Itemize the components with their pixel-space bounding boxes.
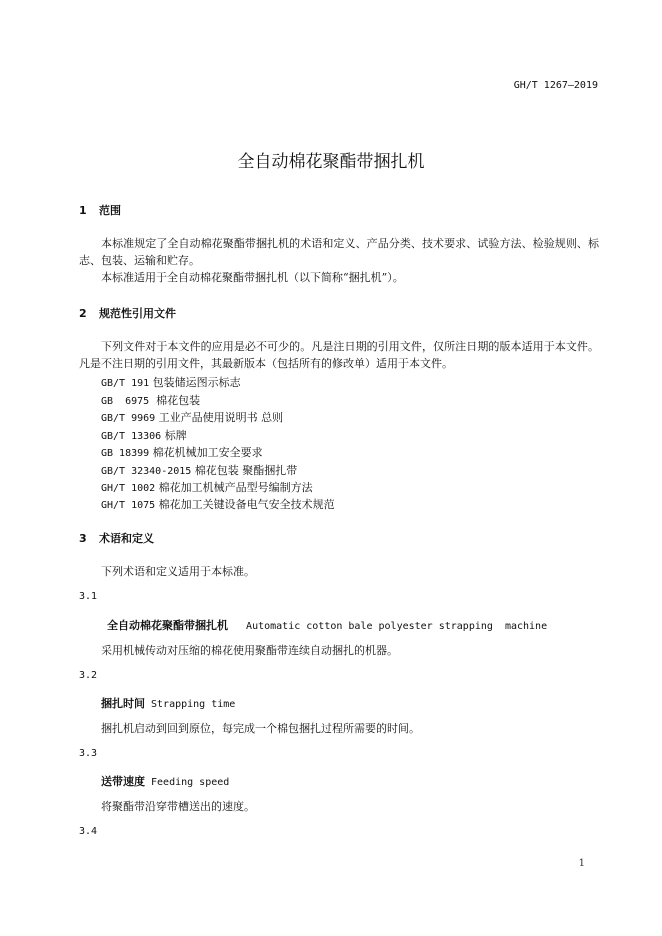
section-number: 3 (79, 532, 87, 545)
scope-paragraph-2: 本标准适用于全自动棉花聚酯带捆扎机（以下简称“捆扎机”）。 (101, 271, 404, 284)
reference-item: GH/T 1075 棉花加工关键设备电气安全技术规范 (101, 498, 335, 511)
clause-number: 3.2 (79, 670, 98, 681)
section-2-heading (79, 305, 176, 321)
reference-item: GB/T 191 包装储运图示标志 (101, 376, 241, 389)
term-heading (107, 617, 547, 633)
reference-item: GB 18399 棉花机械加工安全要求 (101, 446, 263, 459)
section-title: 规范性引用文件 (99, 307, 176, 320)
section-number: 1 (79, 204, 87, 217)
references-intro-paragraph: 下列文件对于本文件的应用是必不可少的。凡是注日期的引用文件，仅所注日期的版本适用于本文件。凡是不注日期的引用文件，其最新版本（包括所有的修改单）适用于本文件。 (79, 340, 599, 370)
term-chinese: 捆扎时间 (101, 697, 145, 710)
term-heading (101, 773, 229, 789)
clause-number: 3.3 (79, 748, 98, 759)
clause-number: 3.1 (79, 591, 98, 602)
section-title: 术语和定义 (99, 532, 154, 545)
page-number: 1 (578, 858, 585, 869)
term-heading (101, 695, 235, 711)
section-title: 范围 (99, 204, 121, 217)
section-1-heading (79, 202, 121, 218)
term-definition: 采用机械传动对压缩的棉花使用聚酯带连续自动捆扎的机器。 (101, 644, 398, 657)
reference-item: GB/T 13306 标牌 (101, 429, 187, 442)
section-number: 2 (79, 307, 87, 320)
term-english: Automatic cotton bale polyester strapping machine (228, 621, 548, 632)
scope-paragraph-1: 本标准规定了全自动棉花聚酯带捆扎机的术语和定义、产品分类、技术要求、试验方法、检验规则、标志、包装、运输和贮存。 (79, 237, 599, 267)
term-chinese: 全自动棉花聚酯带捆扎机 (107, 619, 228, 632)
reference-item: GH/T 1002 棉花加工机械产品型号编制方法 (101, 481, 313, 494)
terms-intro-paragraph: 下列术语和定义适用于本标准。 (101, 565, 255, 578)
term-definition: 捆扎机启动到回到原位，每完成一个棉包捆扎过程所需要的时间。 (101, 722, 420, 735)
reference-item: GB 6975 棉花包装 (101, 394, 201, 407)
document-title: 全自动棉花聚酯带捆扎机 (237, 152, 425, 172)
term-english: Strapping time (145, 699, 236, 710)
reference-item: GB/T 9969 工业产品使用说明书 总则 (101, 411, 284, 424)
term-english: Feeding speed (145, 777, 230, 788)
term-definition: 将聚酯带沿穿带槽送出的速度。 (101, 800, 255, 813)
reference-item: GB/T 32340-2015 棉花包装 聚酯捆扎带 (101, 464, 298, 477)
clause-number: 3.4 (79, 826, 98, 837)
document-code: GH/T 1267—2019 (513, 80, 598, 91)
section-3-heading (79, 530, 154, 546)
term-chinese: 送带速度 (101, 775, 145, 788)
